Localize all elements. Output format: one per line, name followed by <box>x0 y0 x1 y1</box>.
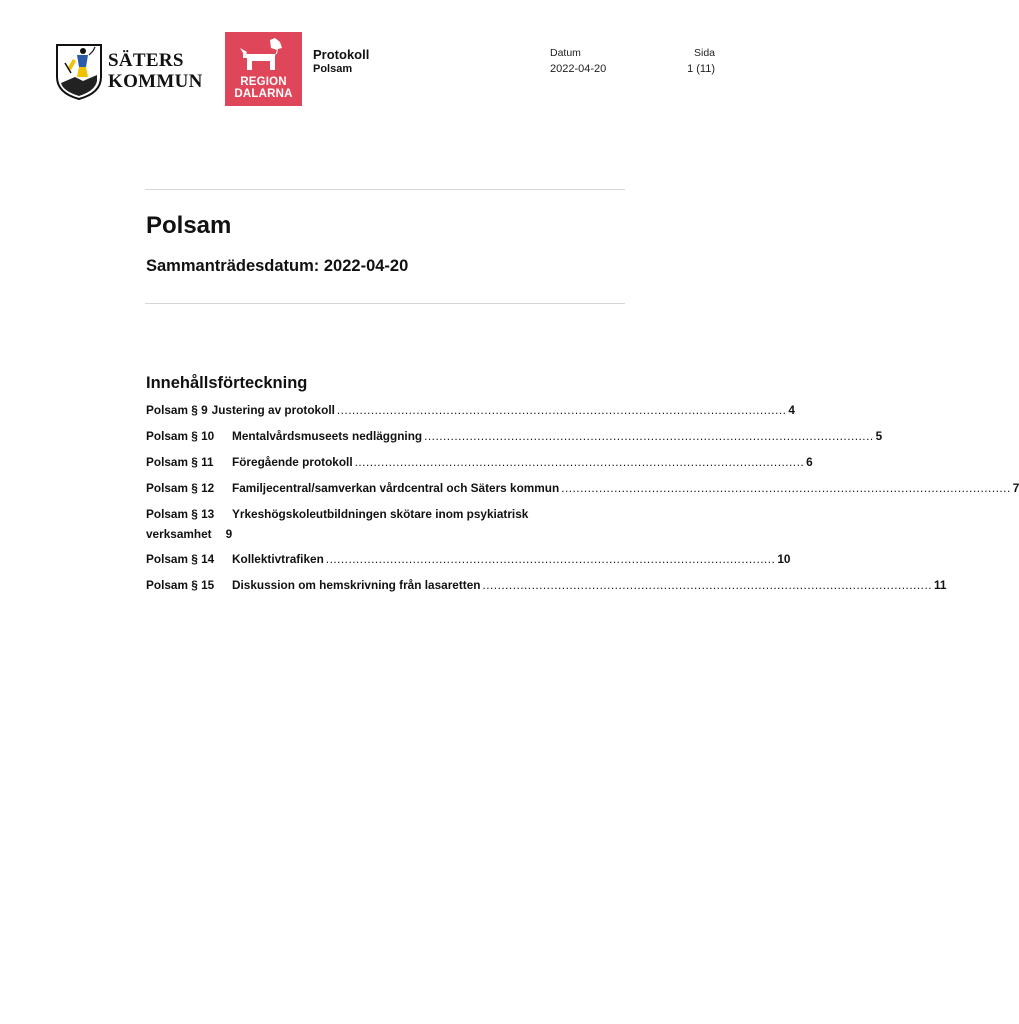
toc-leader: ....................................................................................................................... <box>336 403 787 417</box>
divider-bottom <box>145 303 625 304</box>
date-label: Datum <box>550 47 581 59</box>
committee-name: Polsam <box>313 63 353 75</box>
saters-kommun-logo <box>55 43 205 101</box>
page-label: Sida <box>693 47 715 59</box>
toc-entry[interactable] <box>146 552 791 578</box>
saters-wordmark-line2: KOMMUN <box>108 71 203 92</box>
toc-title: Diskussion om hemskrivning från lasaretten <box>232 578 481 592</box>
toc-page: 5 <box>875 429 883 443</box>
toc-leader: ....................................................................................................................... <box>482 578 932 592</box>
toc-title: Yrkeshögskoleutbildningen skötare inom psykiatrisk <box>232 507 529 521</box>
saters-wordmark-line1: SÄTERS <box>108 50 184 71</box>
page-value: 1 (11) <box>687 63 715 75</box>
table-of-contents <box>146 403 1019 604</box>
toc-entry[interactable] <box>146 481 1019 507</box>
toc-entry[interactable] <box>146 403 795 429</box>
toc-section: Polsam § 10 <box>146 429 215 443</box>
toc-heading: Innehållsförteckning <box>146 374 308 392</box>
toc-page: 7 <box>1012 481 1019 495</box>
region-wordmark-line1: REGION <box>240 76 287 88</box>
date-value: 2022-04-20 <box>550 63 607 75</box>
toc-title: Familjecentral/samverkan vårdcentral och Säters kommun <box>232 481 560 495</box>
divider-top <box>145 189 625 190</box>
toc-title: Föregående protokoll <box>232 455 353 469</box>
toc-title: Justering av protokoll <box>211 403 335 417</box>
region-wordmark-line2: DALARNA <box>234 88 293 100</box>
toc-page: 11 <box>934 578 947 592</box>
document-type: Protokoll <box>313 47 370 62</box>
toc-page: 9 <box>225 527 233 541</box>
toc-page: 6 <box>806 455 813 469</box>
meeting-date: Sammanträdesdatum: 2022-04-20 <box>146 257 409 275</box>
region-dalarna-logo <box>225 32 302 106</box>
saters-coat-of-arms-icon <box>55 43 103 101</box>
toc-title: Mentalvårdsmuseets nedläggning <box>232 429 423 443</box>
toc-entry[interactable] <box>146 507 624 552</box>
toc-leader: ....................................................................................................................... <box>325 552 776 566</box>
toc-entry[interactable] <box>146 429 883 455</box>
toc-page: 10 <box>777 552 791 566</box>
toc-section: Polsam § 12 <box>146 481 215 495</box>
toc-section: Polsam § 13 <box>146 507 215 521</box>
region-wordmark <box>225 76 302 100</box>
page-title: Polsam <box>146 212 232 239</box>
toc-entry[interactable] <box>146 455 813 481</box>
saters-wordmark <box>108 50 203 92</box>
toc-page: 4 <box>788 403 795 417</box>
toc-section: Polsam § 11 <box>146 455 214 469</box>
toc-leader: ....................................................................................................................... <box>424 429 874 443</box>
toc-title-continued: verksamhet <box>146 527 212 541</box>
dala-horse-icon <box>225 32 302 76</box>
toc-entry[interactable] <box>146 578 947 604</box>
toc-section: Polsam § 14 <box>146 552 215 566</box>
toc-section: Polsam § 15 <box>146 578 215 592</box>
toc-leader: ....................................................................................................................... <box>354 455 805 469</box>
toc-title: Kollektivtrafiken <box>232 552 324 566</box>
toc-leader: ....................................................................................................................... <box>561 481 1011 495</box>
toc-section: Polsam § 9 <box>146 403 208 417</box>
